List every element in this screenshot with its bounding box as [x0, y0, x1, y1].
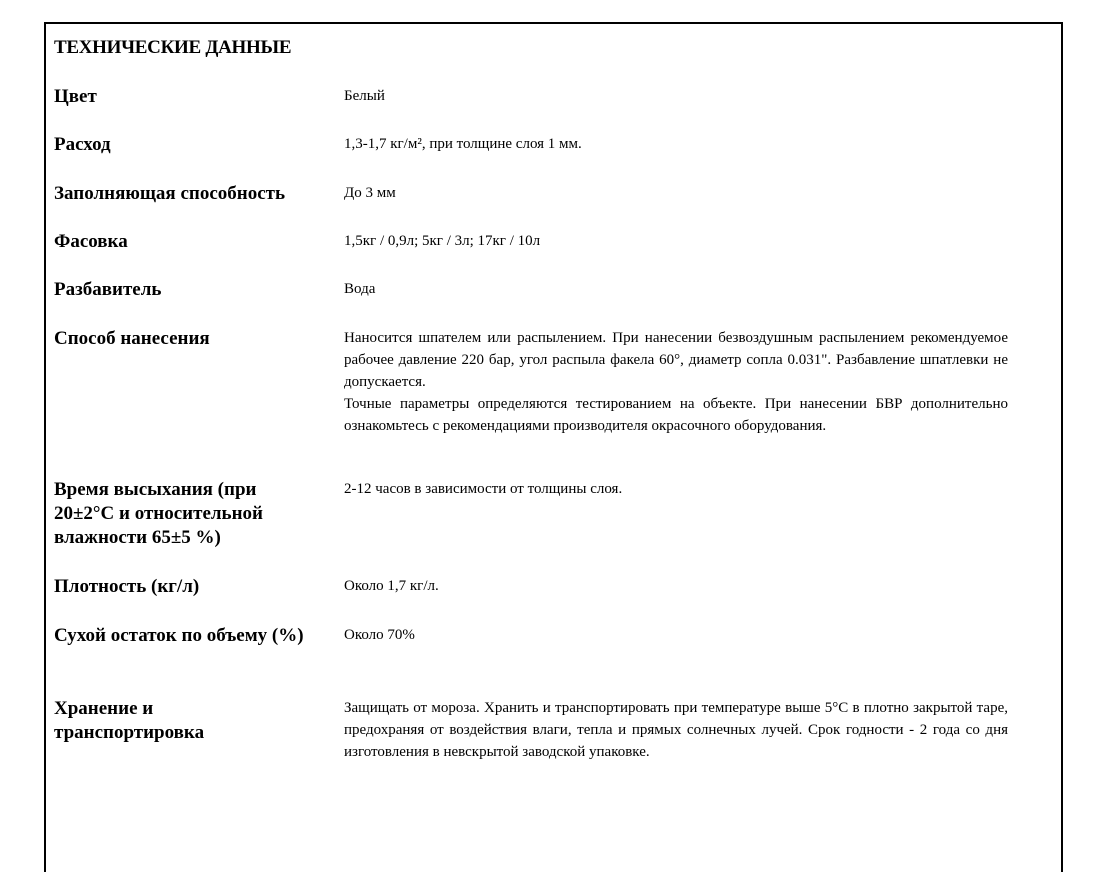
spec-label: Хранение и транспортировка	[54, 698, 205, 743]
spec-label: Цвет	[54, 86, 97, 107]
spec-label: Расход	[54, 134, 111, 155]
spec-value: До 3 мм	[344, 185, 396, 201]
spec-label: Время высыхания (при 20±2°С и относительной влажности 65±5 %)	[54, 479, 263, 548]
spec-value: 2-12 часов в зависимости от толщины слоя.	[344, 481, 623, 497]
spec-value: 1,3-1,7 кг/м², при толщине слоя 1 мм.	[344, 136, 582, 152]
spec-label: Сухой остаток по объему (%)	[54, 625, 304, 646]
spec-label: Разбавитель	[54, 279, 162, 300]
spec-value: Вода	[344, 281, 376, 297]
spec-value: Около 70%	[344, 627, 415, 643]
spec-value: Около 1,7 кг/л.	[344, 578, 439, 594]
section-title: ТЕХНИЧЕСКИЕ ДАННЫЕ	[54, 37, 292, 58]
spec-label: Плотность (кг/л)	[54, 576, 200, 597]
spec-value: Наносится шпателем или распылением. При нанесении безвоздушным распылением рекомендуемое рабочее давление 220 бар, угол распыла факела 60°, диаметр сопла 0.031". Разбавление шпатлевки не допускается. Точные параметры определяются тестированием на объекте. При нанесении БВР дополнительно ознакомьтесь с рекомендациями производителя окрасочного оборудования.	[344, 330, 1008, 434]
spec-label: Способ нанесения	[54, 328, 210, 349]
spec-label: Фасовка	[54, 231, 128, 252]
spec-value: Защищать от мороза. Хранить и транспортировать при температуре выше 5°С в плотно закрытой таре, предохраняя от воздействия влаги, тепла и прямых солнечных лучей. Срок годности - 2 года со дня изготовления в невскрытой заводской упаковке.	[344, 700, 1008, 760]
spec-value: Белый	[344, 88, 385, 104]
spec-label: Заполняющая способность	[54, 183, 286, 204]
spec-value: 1,5кг / 0,9л; 5кг / 3л; 17кг / 10л	[344, 233, 541, 249]
